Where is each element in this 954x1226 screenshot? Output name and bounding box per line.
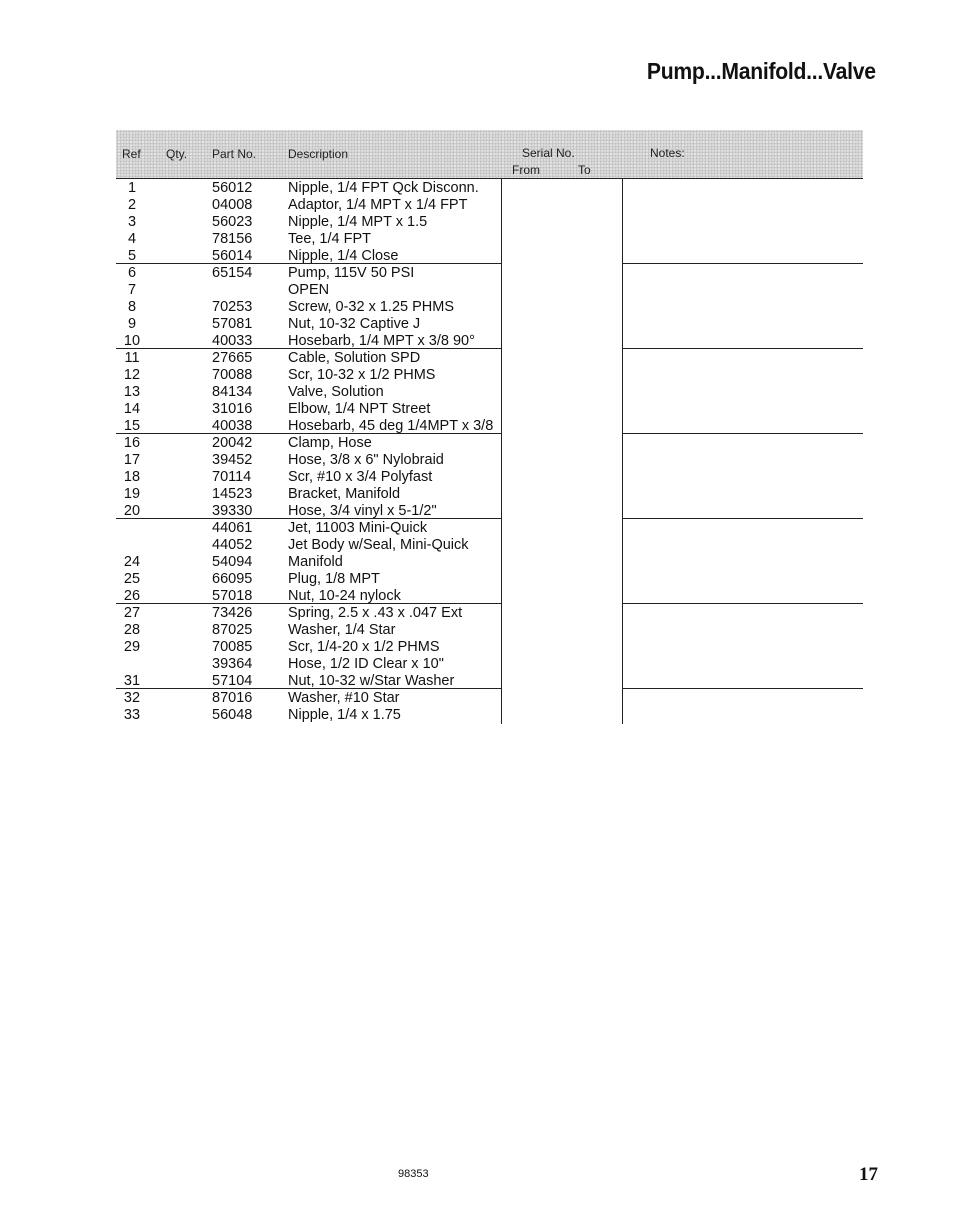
row-part-no: 57081: [212, 316, 253, 332]
table-row: [116, 622, 863, 639]
table-row: [116, 537, 863, 554]
row-ref: 33: [123, 707, 141, 723]
table-row: [116, 452, 863, 469]
row-description: Jet, 11003 Mini-Quick: [288, 520, 428, 536]
table-row: [116, 214, 863, 231]
table-row: [116, 282, 863, 299]
row-description: Hosebarb, 45 deg 1/4MPT x 3/8: [288, 418, 494, 434]
row-part-no: 70088: [212, 367, 253, 383]
table-row: [116, 418, 863, 435]
row-description: Cable, Solution SPD: [288, 350, 421, 366]
row-ref: 17: [123, 452, 141, 468]
row-part-no: 56014: [212, 248, 253, 264]
row-description: Scr, 10-32 x 1/2 PHMS: [288, 367, 436, 383]
table-row: [116, 656, 863, 673]
row-part-no: 70253: [212, 299, 253, 315]
row-description: Scr, 1/4-20 x 1/2 PHMS: [288, 639, 440, 655]
table-row: [116, 401, 863, 418]
row-description: Scr, #10 x 3/4 Polyfast: [288, 469, 433, 485]
row-description: Screw, 0-32 x 1.25 PHMS: [288, 299, 455, 315]
row-description: Bracket, Manifold: [288, 486, 401, 502]
header-serial-no: Serial No.: [522, 146, 575, 160]
row-part-no: 70114: [212, 469, 252, 485]
table-row: [116, 248, 863, 265]
row-description: Valve, Solution: [288, 384, 384, 400]
row-ref: 4: [127, 231, 137, 247]
row-ref: 10: [123, 333, 141, 349]
header-ref: Ref: [122, 147, 141, 161]
table-row: [116, 588, 863, 605]
row-part-no: 57104: [212, 673, 253, 689]
table-row: [116, 197, 863, 214]
header-part-no: Part No.: [212, 147, 257, 161]
row-description: Hose, 3/4 vinyl x 5-1/2": [288, 503, 437, 519]
row-description: Pump, 115V 50 PSI: [288, 265, 415, 281]
row-part-no: 66095: [212, 571, 253, 587]
row-part-no: 39364: [212, 656, 253, 672]
table-row: [116, 690, 863, 707]
table-row: [116, 469, 863, 486]
table-row: [116, 486, 863, 503]
table-row: [116, 520, 863, 537]
row-description: Jet Body w/Seal, Mini-Quick: [288, 537, 469, 553]
row-ref: 9: [127, 316, 137, 332]
row-description: Nipple, 1/4 x 1.75: [288, 707, 401, 723]
row-part-no: 39330: [212, 503, 253, 519]
row-description: Washer, #10 Star: [288, 690, 400, 706]
row-ref: 11: [124, 350, 140, 366]
row-part-no: 39452: [212, 452, 253, 468]
row-ref: 15: [123, 418, 141, 434]
row-ref: 13: [123, 384, 141, 400]
row-part-no: 14523: [212, 486, 253, 502]
table-row: [116, 384, 863, 401]
table-row: [116, 707, 863, 724]
row-part-no: 73426: [212, 605, 253, 621]
row-description: Hose, 3/8 x 6" Nylobraid: [288, 452, 444, 468]
row-part-no: 70085: [212, 639, 253, 655]
row-ref: 25: [123, 571, 141, 587]
row-ref: 31: [123, 673, 141, 689]
row-ref: 27: [123, 605, 141, 621]
row-description: Spring, 2.5 x .43 x .047 Ext: [288, 605, 463, 621]
row-ref: 7: [127, 282, 137, 298]
table-row: [116, 435, 863, 452]
row-description: Clamp, Hose: [288, 435, 372, 451]
row-ref: 16: [123, 435, 141, 451]
row-part-no: 65154: [212, 265, 253, 281]
row-ref: 12: [123, 367, 141, 383]
row-part-no: 54094: [212, 554, 253, 570]
row-description: Manifold: [288, 554, 343, 570]
row-part-no: 44061: [212, 520, 253, 536]
row-ref: 2: [127, 197, 137, 213]
row-part-no: 40038: [212, 418, 253, 434]
row-ref: 24: [123, 554, 141, 570]
row-part-no: 78156: [212, 231, 253, 247]
parts-table: [116, 130, 863, 725]
table-row: [116, 605, 863, 622]
row-description: Nut, 10-24 nylock: [288, 588, 401, 604]
row-description: Hosebarb, 1/4 MPT x 3/8 90°: [288, 333, 475, 349]
table-row: [116, 350, 863, 367]
row-ref: 18: [123, 469, 141, 485]
row-description: Elbow, 1/4 NPT Street: [288, 401, 431, 417]
row-ref: 29: [123, 639, 141, 655]
row-part-no: 31016: [212, 401, 253, 417]
row-part-no: 56012: [212, 180, 253, 196]
row-ref: 26: [123, 588, 141, 604]
table-row: [116, 180, 863, 197]
table-row: [116, 265, 863, 282]
row-part-no: 87016: [212, 690, 253, 706]
row-part-no: 87025: [212, 622, 253, 638]
table-row: [116, 316, 863, 333]
row-description: Nipple, 1/4 MPT x 1.5: [288, 214, 428, 230]
header-notes: Notes:: [650, 146, 685, 160]
row-ref: 5: [127, 248, 137, 264]
row-part-no: 20042: [212, 435, 253, 451]
row-description: Adaptor, 1/4 MPT x 1/4 FPT: [288, 197, 468, 213]
table-body: [116, 179, 863, 725]
row-description: Washer, 1/4 Star: [288, 622, 396, 638]
row-ref: 6: [127, 265, 137, 281]
header-qty: Qty.: [166, 147, 188, 161]
row-part-no: 40033: [212, 333, 253, 349]
row-description: Nipple, 1/4 Close: [288, 248, 399, 264]
table-row: [116, 571, 863, 588]
row-description: Hose, 1/2 ID Clear x 10": [288, 656, 444, 672]
row-ref: 8: [127, 299, 137, 315]
row-part-no: 84134: [212, 384, 253, 400]
row-ref: 14: [123, 401, 141, 417]
page-number: 17: [859, 1164, 878, 1185]
header-to: To: [578, 163, 591, 177]
table-header: [116, 130, 863, 179]
row-ref: 28: [123, 622, 141, 638]
row-part-no: 27665: [212, 350, 253, 366]
table-row: [116, 231, 863, 248]
table-row: [116, 367, 863, 384]
row-description: Nipple, 1/4 FPT Qck Disconn.: [288, 180, 479, 196]
table-row: [116, 639, 863, 656]
document-code: 98353: [398, 1168, 429, 1180]
table-row: [116, 503, 863, 520]
row-ref: 3: [127, 214, 137, 230]
page-title: Pump...Manifold...Valve: [647, 58, 876, 84]
row-ref: 20: [123, 503, 141, 519]
row-part-no: 56048: [212, 707, 253, 723]
row-description: Nut, 10-32 w/Star Washer: [288, 673, 455, 689]
header-description: Description: [288, 147, 349, 161]
row-ref: 32: [123, 690, 141, 706]
row-ref: 1: [127, 180, 137, 196]
table-row: [116, 299, 863, 316]
header-from: From: [512, 163, 540, 177]
row-part-no: 44052: [212, 537, 253, 553]
table-row: [116, 673, 863, 690]
row-part-no: 04008: [212, 197, 253, 213]
row-description: Plug, 1/8 MPT: [288, 571, 380, 587]
table-row: [116, 554, 863, 571]
row-part-no: 56023: [212, 214, 253, 230]
row-part-no: 57018: [212, 588, 253, 604]
row-description: Tee, 1/4 FPT: [288, 231, 372, 247]
row-description: OPEN: [288, 282, 330, 298]
table-row: [116, 333, 863, 350]
row-ref: 19: [123, 486, 141, 502]
row-description: Nut, 10-32 Captive J: [288, 316, 421, 332]
